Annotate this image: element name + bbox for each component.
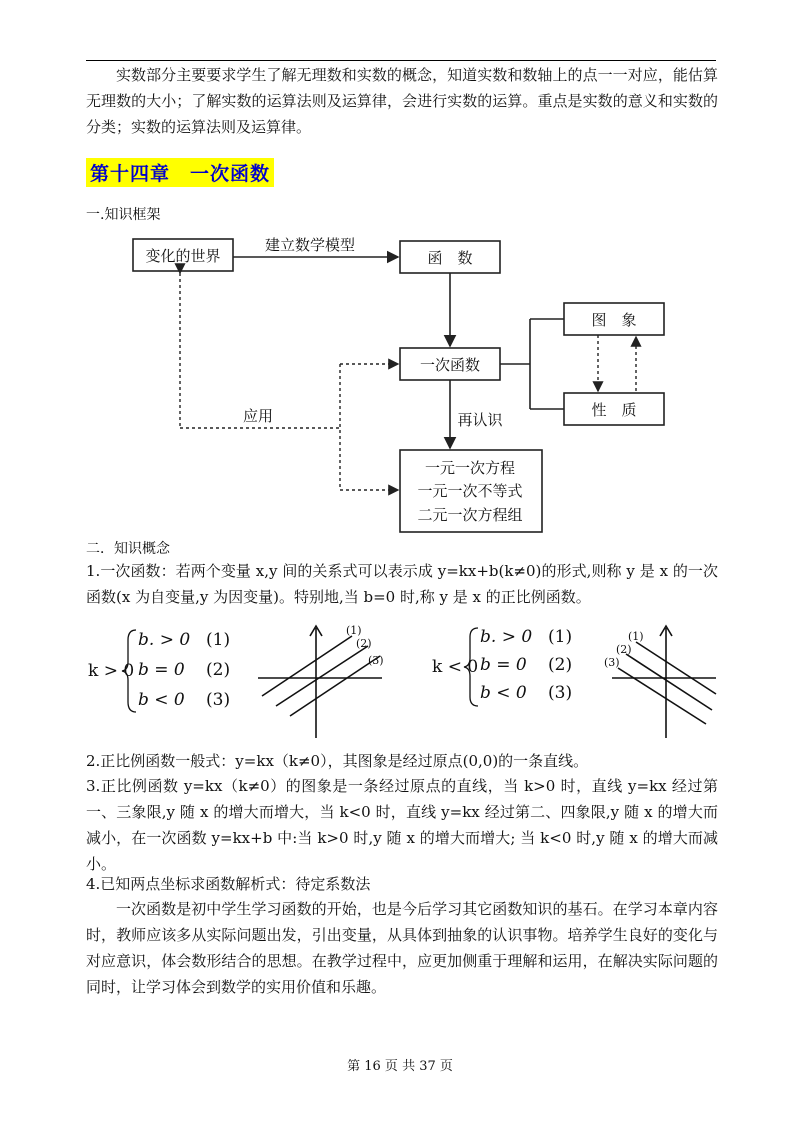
- label-world: 变化的世界: [145, 247, 221, 265]
- knowledge-framework-diagram: [0, 225, 800, 535]
- right-line-3: [618, 668, 706, 724]
- label-reknow: 再认识: [457, 411, 503, 429]
- label-property: 性 质: [591, 401, 637, 419]
- case-right-row1: b. > 0: [480, 627, 533, 647]
- case-right-num1: (1): [548, 627, 573, 647]
- section-framework-heading: 一.知识框架: [86, 207, 161, 223]
- label-eq2: 一元一次不等式: [417, 482, 523, 500]
- left-line-2: [276, 646, 368, 706]
- case-right-k: k < 0: [432, 657, 479, 677]
- paragraph-3: 3.正比例函数 y=kx（k≠0）的图象是一条经过原点的直线，当 k>0 时，直线 y=kx 经过第一、三象限,y 随 x 的增大而增大，当 k<0 时，直线 y=kx 经过第二、四象限,y 随 x 的增大而减小，在一次函数 y=kx+b 中:当 k>0 时,y 随 x 的增大而增大; 当 k<0 时,y 随 x 的增大而减小。: [86, 777, 718, 873]
- left-graph-label-1: (1): [346, 624, 362, 637]
- label-function: 函 数: [427, 249, 473, 267]
- label-apply: 应用: [242, 407, 274, 425]
- left-graph-label-3: (3): [368, 654, 384, 667]
- right-graph-label-1: (1): [628, 630, 644, 643]
- case-right-row2: b = 0: [480, 655, 527, 675]
- left-line-3: [290, 656, 380, 716]
- chapter-title: 第十四章 一次函数: [86, 158, 274, 187]
- case-right-num2: (2): [548, 655, 573, 675]
- case-left-row2: b = 0: [138, 660, 185, 680]
- label-eq3: 二元一次方程组: [417, 506, 523, 524]
- section-concepts-heading: 二．知识概念: [86, 541, 170, 557]
- case-left-row3: b < 0: [138, 690, 185, 710]
- case-right-num3: (3): [548, 683, 573, 703]
- right-graph-label-2: (2): [616, 643, 632, 656]
- paragraph-5: 一次函数是初中学生学习函数的开始，也是今后学习其它函数知识的基石。在学习本章内容时，教师应该多从实际问题出发，引出变量，从具体到抽象的认识事物。培养学生良好的变化与对应意识，体会数形结合的思想。在教学过程中，应更加侧重于理解和运用，在解决实际问题的同时，让学习体会到数学的实用价值和乐趣。: [86, 900, 718, 996]
- label-eq1: 一元一次方程: [424, 459, 516, 477]
- page-footer: 第 16 页 共 37 页: [347, 1059, 453, 1074]
- paragraph-1: 1.一次函数：若两个变量 x,y 间的关系式可以表示成 y=kx+b(k≠0)的形式,则称 y 是 x 的一次函数(x 为自变量,y 为因变量)。特别地,当 b=0 时,称 y 是 x 的正比例函数。: [86, 562, 718, 606]
- label-linear: 一次函数: [419, 356, 481, 374]
- right-graph-label-3: (3): [604, 656, 620, 669]
- paragraph-4: 4.已知两点坐标求函数解析式：待定系数法: [86, 875, 371, 893]
- left-graph-label-2: (2): [356, 637, 372, 650]
- case-left-num1: (1): [206, 630, 231, 650]
- intro-paragraph: 实数部分主要要求学生了解无理数和实数的概念，知道实数和数轴上的点一一对应，能估算无理数的大小；了解实数的运算法则及运算律，会进行实数的运算。重点是实数的意义和实数的分类；实数的运算法则及运算律。: [86, 66, 718, 136]
- linear-cases-figure: [0, 620, 800, 742]
- case-right-row3: b < 0: [480, 683, 527, 703]
- case-left-num2: (2): [206, 660, 231, 680]
- paragraph-2: 2.正比例函数一般式：y=kx（k≠0），其图象是经过原点(0,0)的一条直线。: [86, 752, 589, 770]
- label-model: 建立数学模型: [264, 236, 356, 254]
- case-left-row1: b. > 0: [138, 630, 191, 650]
- case-left-k: k > 0: [88, 661, 135, 681]
- case-left-num3: (3): [206, 690, 231, 710]
- label-graph: 图 象: [591, 311, 637, 329]
- header-rule: [86, 60, 716, 61]
